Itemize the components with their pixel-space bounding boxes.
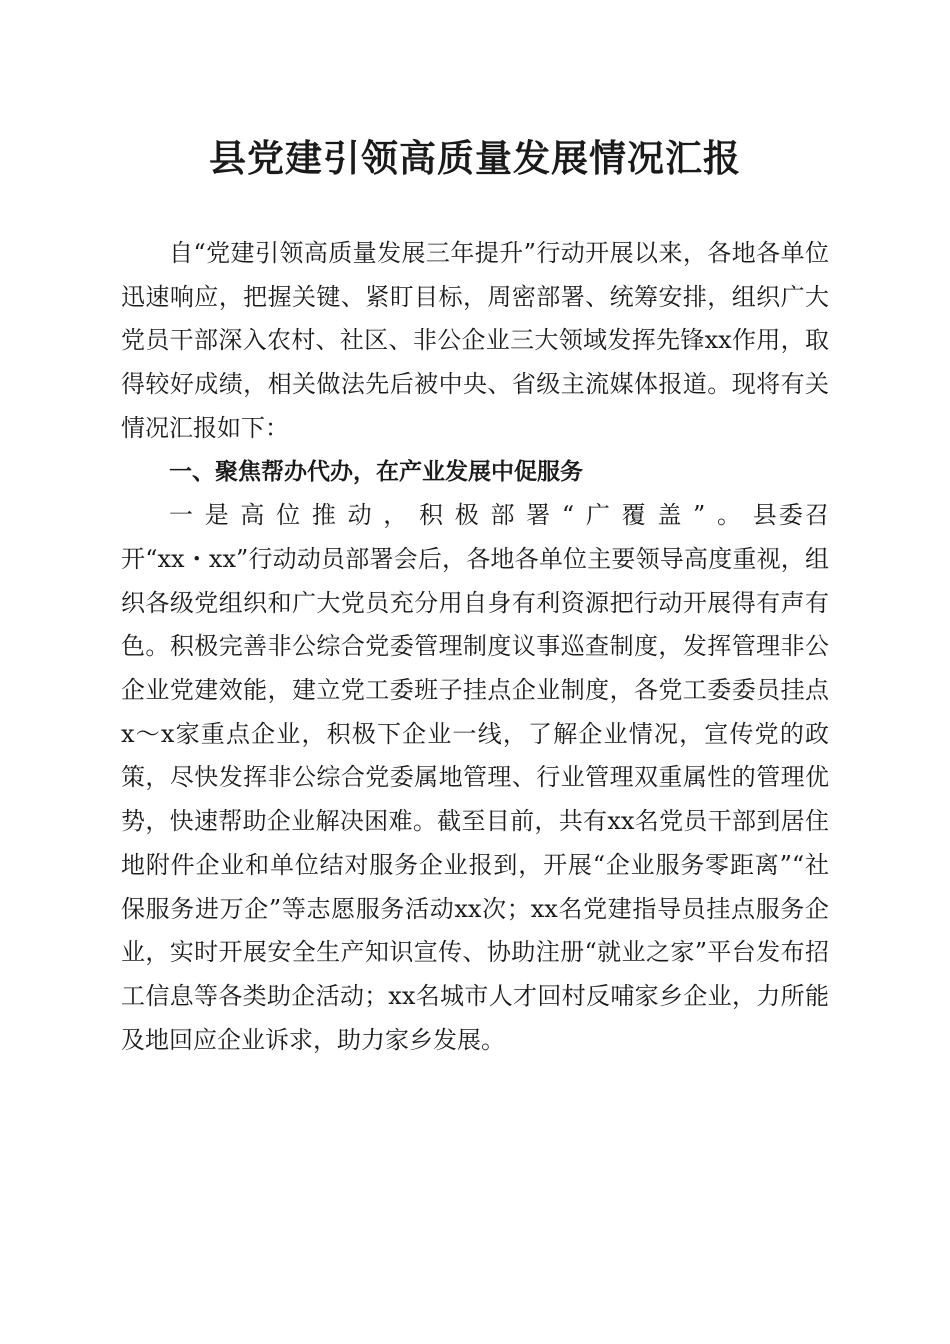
document-body	[121, 232, 829, 1062]
paragraph-lead-phrase: 一是高位推动，积极部署“广覆盖”。	[169, 501, 753, 530]
section-heading: 一、聚焦帮办代办，在产业发展中促服务	[169, 458, 583, 485]
paragraph-body-text: 县委召开“xx・xx”行动动员部署会后，各地各单位主要领导高度重视，组织各级党组织和广大党员充分用自身有利资源把行动开展得有声有色。积极完善非公综合党委管理制度议事巡查制度，发挥管理非公企业党建效能，建立党工委班子挂点企业制度，各党工委委员挂点x～x家重点企业，积极下企业一线，了解企业情况，宣传党的政策，尽快发挥非公综合党委属地管理、行业管理双重属性的管理优势，快速帮助企业解决困难。截至目前，共有xx名党员干部到居住地附件企业和单位结对服务企业报到，开展“企业服务零距离”“社保服务进万企”等志愿服务活动xx次；xx名党建指导员挂点服务企业，实时开展安全生产知识宣传、协助注册“就业之家”平台发布招工信息等各类助企活动；xx名城市人才回村反哺家乡企业，力所能及地回应企业诉求，助力家乡发展。	[121, 501, 830, 1054]
intro-paragraph: 自“党建引领高质量发展三年提升”行动开展以来，各地各单位迅速响应，把握关键、紧盯目标，周密部署、统筹安排，组织广大党员干部深入农村、社区、非公企业三大领域发挥先锋xx作用，取得较好成绩，相关做法先后被中央、省级主流媒体报道。现将有关情况汇报如下：	[121, 239, 829, 442]
section-paragraph	[121, 494, 829, 1062]
document-title: 县党建引领高质量发展情况汇报	[209, 136, 741, 180]
